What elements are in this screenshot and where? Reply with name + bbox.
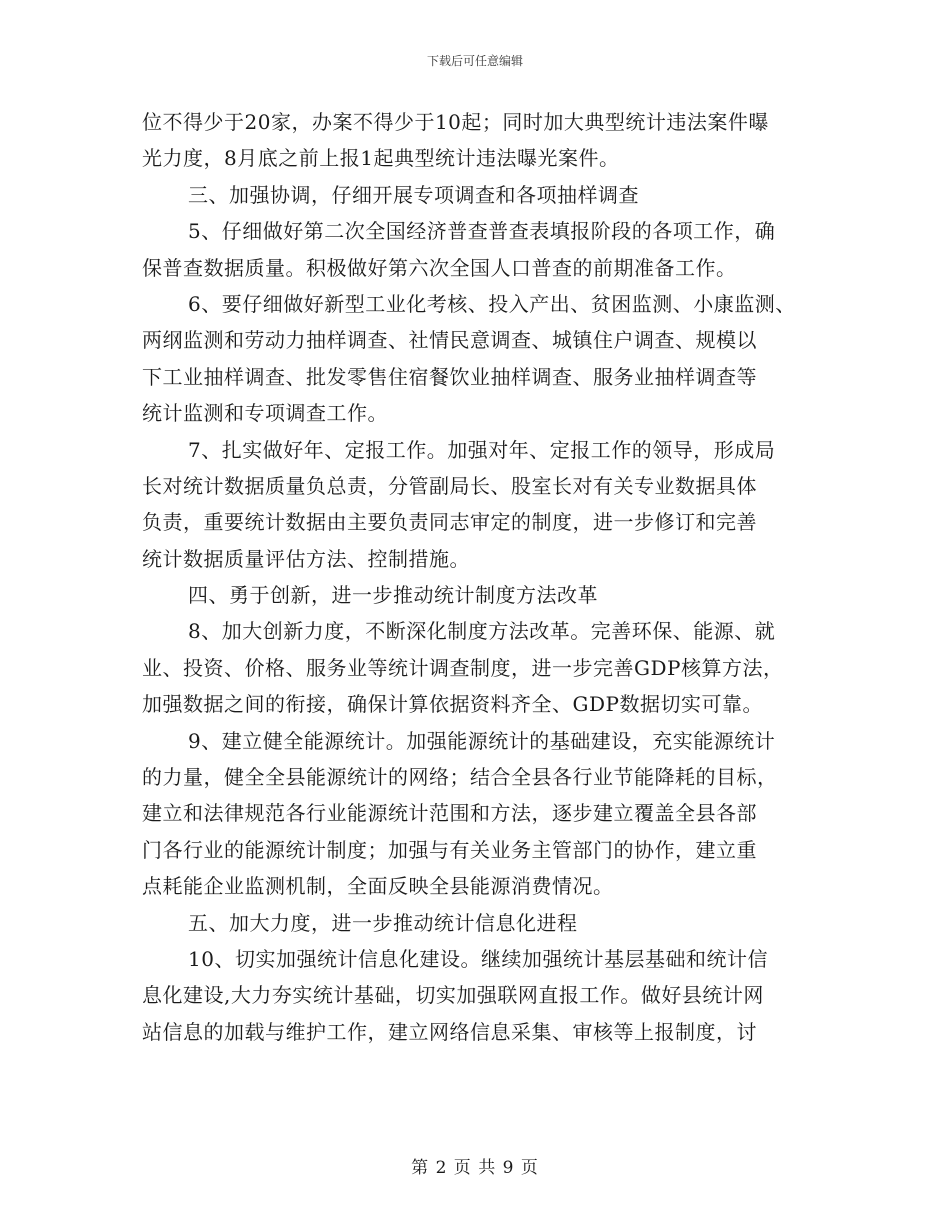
page-number: 第 2 页 共 9 页 (411, 1158, 539, 1178)
text-line: 加强数据之间的衔接，确保计算依据资料齐全、GDP数据切实可靠。 (142, 692, 763, 717)
text-line: 站信息的加载与维护工作，建立网络信息采集、审核等上报制度，讨 (142, 1019, 757, 1044)
text-line: 门各行业的能源统计制度；加强与有关业务主管部门的协作，建立重 (142, 837, 757, 862)
section-heading: 五、加大力度，进一步推动统计信息化进程 (188, 910, 578, 935)
section-heading: 四、勇于创新，进一步推动统计制度方法改革 (188, 583, 598, 608)
text-line: 保普查数据质量。积极做好第六次全国人口普查的前期准备工作。 (142, 255, 737, 280)
text-line: 息化建设,大力夯实统计基础，切实加强联网直报工作。做好县统计网 (142, 983, 764, 1008)
text-line: 的力量，健全全县能源统计的网络；结合全县各行业节能降耗的目标， (142, 765, 778, 790)
text-line: 建立和法律规范各行业能源统计范围和方法，逐步建立覆盖全县各部 (142, 801, 757, 826)
page-header: 下载后可任意编辑 (426, 54, 523, 68)
text-line: 7、扎实做好年、定报工作。加强对年、定报工作的领导，形成局 (188, 437, 776, 462)
text-line: 下工业抽样调查、批发零售住宿餐饮业抽样调查、服务业抽样调查等 (142, 364, 757, 389)
document-body (142, 104, 832, 1050)
text-line: 位不得少于20家，办案不得少于10起；同时加大典型统计违法案件曝 (142, 110, 769, 134)
text-line: 9、建立健全能源统计。加强能源统计的基础建设，充实能源统计 (188, 728, 776, 753)
text-line: 两纲监测和劳动力抽样调查、社情民意调查、城镇住户调查、规模以 (142, 328, 757, 353)
text-line: 统计监测和专项调查工作。 (142, 401, 388, 426)
text-line: 10、切实加强统计信息化建设。继续加强统计基层基础和统计信 (188, 946, 768, 971)
text-line: 8、加大创新力度，不断深化制度方法改革。完善环保、能源、就 (188, 619, 776, 644)
text-line: 6、要仔细做好新型工业化考核、投入产出、贫困监测、小康监测、 (188, 291, 796, 316)
text-line: 长对统计数据质量负总责，分管副局长、股室长对有关专业数据具体 (142, 473, 757, 498)
section-heading: 三、加强协调，仔细开展专项调查和各项抽样调查 (188, 182, 639, 207)
text-line: 点耗能企业监测机制，全面反映全县能源消费情况。 (142, 874, 614, 899)
text-line: 5、仔细做好第二次全国经济普查普查表填报阶段的各项工作，确 (188, 219, 776, 244)
text-line: 统计数据质量评估方法、控制措施。 (142, 546, 470, 571)
text-line: 光力度，8月底之前上报1起典型统计违法曝光案件。 (142, 146, 620, 171)
text-line: 负责，重要统计数据由主要负责同志审定的制度，进一步修订和完善 (142, 510, 757, 535)
text-line: 业、投资、价格、服务业等统计调查制度，进一步完善GDP核算方法， (142, 655, 784, 680)
